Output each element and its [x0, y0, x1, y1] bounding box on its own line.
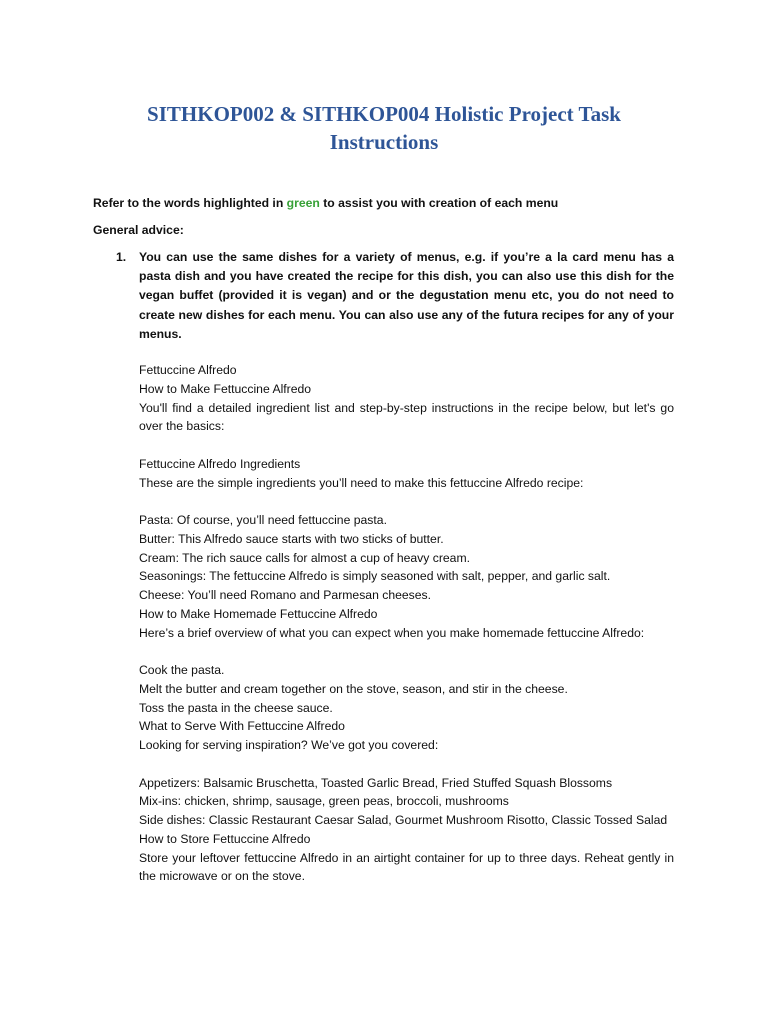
- ingredients-intro: These are the simple ingredients you’ll need to make this fettuccine Alfredo recipe:: [139, 475, 584, 490]
- how-to-heading: How to Make Fettuccine Alfredo: [139, 381, 312, 396]
- step-item: Melt the butter and cream together on the stove, season, and stir in the cheese.: [139, 681, 568, 696]
- recipe-body: [139, 361, 674, 886]
- step-item: Toss the pasta in the cheese sauce.: [139, 700, 333, 715]
- title-line-1: SITHKOP002 & SITHKOP004 Holistic Project Task: [147, 102, 621, 126]
- ingredient-item: Butter: This Alfredo sauce starts with two sticks of butter.: [139, 531, 444, 546]
- spacer: [139, 755, 674, 774]
- spacer: [139, 492, 674, 511]
- title-line-2: Instructions: [329, 130, 439, 154]
- spacer: [139, 436, 674, 455]
- serve-item: Appetizers: Balsamic Bruschetta, Toasted Garlic Bread, Fried Stuffed Squash Blossoms: [139, 775, 613, 790]
- recipe-name: Fettuccine Alfredo: [139, 363, 237, 377]
- serve-item: Side dishes: Classic Restaurant Caesar Salad, Gourmet Mushroom Risotto, Classic Tossed Salad: [139, 813, 668, 827]
- ingredient-item: Cream: The rich sauce calls for almost a cup of heavy cream.: [139, 550, 471, 565]
- ingredients-heading: Fettuccine Alfredo Ingredients: [139, 456, 301, 471]
- store-heading: How to Store Fettuccine Alfredo: [139, 831, 311, 846]
- spacer: [139, 642, 674, 661]
- serve-item: Mix-ins: chicken, shrimp, sausage, green peas, broccoli, mushrooms: [139, 794, 509, 809]
- store-text: Store your leftover fettuccine Alfredo in an airtight container for up to three days. Reheat gently in the microwave or on the stove.: [139, 850, 674, 884]
- ingredient-item: Cheese: You’ll need Romano and Parmesan cheeses.: [139, 588, 432, 602]
- ingredient-item: Pasta: Of course, you’ll need fettuccine pasta.: [139, 513, 387, 527]
- intro-instruction: [93, 194, 693, 212]
- general-advice-heading: General advice:: [93, 223, 184, 237]
- serve-heading: What to Serve With Fettuccine Alfredo: [139, 719, 345, 734]
- intro-text-before: Refer to the words highlighted in: [93, 196, 287, 210]
- list-item-text: You can use the same dishes for a variety of menus, e.g. if you’re a la card menu has a pasta dish and you have created the recipe for this dish, you can also use this dish for the vegan buffet (provided it is vegan) and or the degustation menu etc, you do not need to create new dishes for each menu. You can also use any of the futura recipes for any of your menus.: [139, 250, 674, 341]
- serve-intro: Looking for serving inspiration? We’ve got you covered:: [139, 738, 439, 752]
- homemade-text: Here’s a brief overview of what you can expect when you make homemade fettuccine Alfredo:: [139, 625, 645, 640]
- intro-text-after: to assist you with creation of each menu: [319, 196, 559, 210]
- ingredient-item: Seasonings: The fettuccine Alfredo is simply seasoned with salt, pepper, and garlic salt.: [139, 569, 611, 584]
- document-title: [60, 100, 708, 156]
- how-to-text: You'll find a detailed ingredient list and step-by-step instructions in the recipe below, but let's go over the basics:: [139, 400, 674, 434]
- step-item: Cook the pasta.: [139, 663, 225, 677]
- intro-highlight-green: green: [286, 196, 320, 210]
- homemade-heading: How to Make Homemade Fettuccine Alfredo: [139, 606, 378, 621]
- list-item-number: 1.: [116, 250, 127, 264]
